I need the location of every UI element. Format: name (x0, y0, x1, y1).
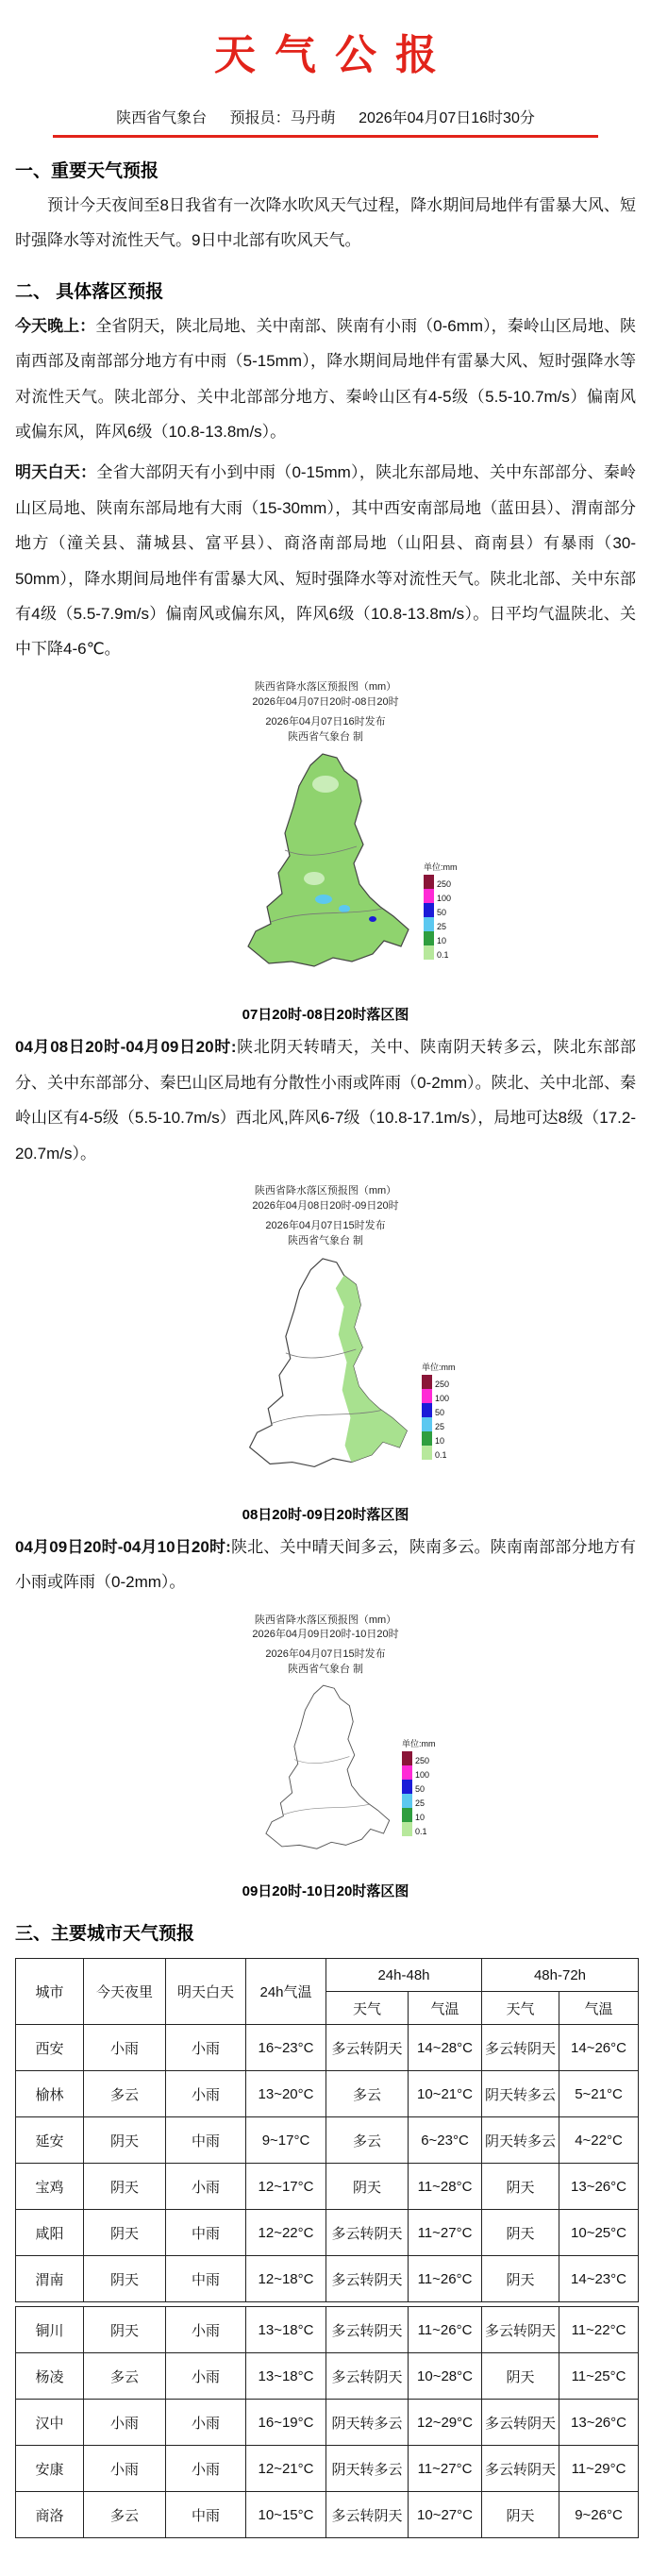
legend-color-swatch (402, 1751, 412, 1765)
table-row (16, 2071, 639, 2117)
legend-unit-label: 单位:mm (424, 862, 458, 873)
forecast-cell: 16~19°C (246, 2400, 326, 2446)
map2-header (123, 1184, 528, 1249)
map2-title: 陕西省降水落区预报图（mm） (254, 1185, 397, 1196)
forecast-day2 (15, 1029, 636, 1171)
page-title: 天气公报 (214, 32, 456, 78)
forecast-cell: 13~26°C (559, 2400, 639, 2446)
forecast-cell: 多云转阴天 (326, 2025, 409, 2071)
forecast-cell: 多云转阴天 (482, 2025, 559, 2071)
forecast-cell: 中雨 (166, 2256, 246, 2302)
forecast-tomorrow-text: 全省大部阴天有小到中雨（0-15mm），陕北东部局地、关中东部部分、秦岭山区局地、陕南东部局地有大雨（15-30mm），其中西安南部局地（蓝田县）、渭南部分地方（潼关县、蒲城县、富平县）、商洛南部局地（山阳县、商南县）有暴雨（30-50mm），降水期间局地伴有雷暴大风、短时强降水等对流性天气。陕北北部、关中东部有4级（5.5-7.9m/s）偏南风或偏东风，阵风6级（10.8-13.8m/s）。日平均气温陕北、关中下降4-6℃。 (15, 463, 636, 659)
forecast-cell: 10~21°C (409, 2071, 482, 2117)
forecast-cell: 16~23°C (246, 2025, 326, 2071)
forecast-cell: 多云转阴天 (326, 2210, 409, 2256)
city-forecast-table-continued (15, 2306, 639, 2538)
legend-value-label: 25 (435, 1421, 445, 1431)
legend-color-swatch (402, 1822, 412, 1836)
legend-color-swatch (402, 1765, 412, 1780)
forecast-cell: 小雨 (84, 2025, 166, 2071)
city-name-cell: 渭南 (16, 2256, 84, 2302)
forecast-cell: 小雨 (84, 2446, 166, 2492)
legend-value-label: 0.1 (435, 1449, 447, 1460)
forecast-tomorrow (15, 455, 636, 666)
precip-map-block-2 (123, 1184, 528, 1524)
forecast-day3-label: 04月09日20时-04月10日20时: (15, 1537, 231, 1556)
forecast-tonight-text: 全省阴天，陕北局地、关中南部、陕南有小雨（0-6mm），秦岭山区局地、陕南西部及南部部分地方有中雨（5-15mm），降水期间局地伴有雷暴大风、短时强降水等对流性天气。陕北部分、关中北部部分地方、秦岭山区有4-5级（5.5-10.7m/s）偏南风或偏东风，阵风6级（10.8-13.8m/s）。 (15, 316, 636, 441)
legend-entry (424, 945, 473, 960)
legend-value-label: 10 (437, 936, 447, 946)
legend-entry (402, 1794, 451, 1808)
table-row (16, 2117, 639, 2164)
forecast-cell: 多云转阴天 (326, 2353, 409, 2400)
forecast-cell: 多云转阴天 (482, 2446, 559, 2492)
forecast-cell: 中雨 (166, 2210, 246, 2256)
forecast-cell: 10~27°C (409, 2492, 482, 2538)
legend-value-label: 100 (437, 894, 452, 904)
table-row (16, 2492, 639, 2538)
legend-value-label: 100 (435, 1393, 450, 1403)
shaanxi-precip-map-2 (233, 1251, 418, 1492)
forecast-cell: 中雨 (166, 2492, 246, 2538)
shaanxi-precip-map-3 (253, 1680, 398, 1868)
map2-producer: 陕西省气象台 制 (287, 1234, 364, 1246)
legend-entry (422, 1417, 471, 1431)
col-header-city: 城市 (16, 1959, 84, 2025)
legend-value-label: 250 (437, 879, 452, 890)
shaanxi-precip-map-1 (231, 746, 420, 992)
map3-header (123, 1614, 528, 1679)
legend-color-swatch (422, 1417, 432, 1431)
section1-heading: 一、重要天气预报 (15, 161, 159, 181)
forecast-cell: 14~26°C (559, 2025, 639, 2071)
forecast-tonight-label: 今天晚上： (15, 316, 96, 335)
meta-datetime: 2026年04月07日16时30分 (359, 110, 535, 126)
forecast-cell: 阴天 (482, 2164, 559, 2210)
forecast-cell: 11~25°C (559, 2353, 639, 2400)
legend-entry (402, 1751, 451, 1765)
legend-color-swatch (402, 1794, 412, 1808)
forecast-cell: 阴天 (84, 2164, 166, 2210)
map2-issued: 2026年04月07日15时发布 (265, 1219, 386, 1231)
forecast-cell: 12~21°C (246, 2446, 326, 2492)
forecast-cell: 14~28°C (409, 2025, 482, 2071)
legend-value-label: 250 (415, 1756, 430, 1766)
precip-legend-3 (402, 1737, 451, 1836)
forecast-cell: 小雨 (166, 2446, 246, 2492)
map3-caption: 09日20时-10日20时落区图 (242, 1883, 409, 1900)
forecast-cell: 多云 (84, 2071, 166, 2117)
forecast-cell: 小雨 (166, 2164, 246, 2210)
legend-entry (402, 1808, 451, 1822)
forecast-cell: 阴天转多云 (326, 2446, 409, 2492)
forecast-day3-text: 陕北、关中晴天间多云，陕南多云。陕南南部部分地方有小雨或阵雨（0-2mm）。 (15, 1537, 636, 1592)
city-name-cell: 安康 (16, 2446, 84, 2492)
legend-entry (422, 1375, 471, 1389)
legend-entry (422, 1403, 471, 1417)
legend-value-label: 0.1 (415, 1827, 427, 1837)
forecast-cell: 多云 (326, 2117, 409, 2164)
legend-entry (424, 903, 473, 917)
forecast-cell: 阴天 (482, 2256, 559, 2302)
legend-color-swatch (422, 1431, 432, 1446)
legend-value-label: 50 (435, 1407, 445, 1417)
section1-paragraph: 预计今天夜间至8日我省有一次降水吹风天气过程，降水期间局地伴有雷暴大风、短时强降水等对流性天气。9日中北部有吹风天气。 (15, 196, 636, 250)
legend-value-label: 100 (415, 1770, 430, 1781)
forecast-cell: 小雨 (166, 2400, 246, 2446)
forecast-cell: 阴天 (84, 2117, 166, 2164)
forecast-cell: 多云转阴天 (326, 2307, 409, 2353)
precip-map-block-3 (123, 1614, 528, 1901)
bulletin-meta (53, 106, 598, 138)
meta-office: 陕西省气象台 (116, 110, 208, 126)
legend-entry (402, 1780, 451, 1794)
legend-entry (422, 1431, 471, 1446)
forecast-cell: 11~27°C (409, 2446, 482, 2492)
table-row (16, 2307, 639, 2353)
forecast-cell: 多云转阴天 (326, 2256, 409, 2302)
legend-color-swatch (424, 917, 434, 931)
forecast-cell: 10~15°C (246, 2492, 326, 2538)
legend-color-swatch (422, 1389, 432, 1403)
precip-legend-2 (422, 1361, 471, 1460)
forecast-cell: 阴天转多云 (482, 2117, 559, 2164)
legend-entry (424, 931, 473, 945)
map3-title: 陕西省降水落区预报图（mm） (254, 1614, 397, 1626)
legend-value-label: 50 (437, 908, 447, 918)
col-header-tomorrow: 明天白天 (166, 1959, 246, 2025)
forecast-cell: 中雨 (166, 2117, 246, 2164)
forecast-cell: 13~20°C (246, 2071, 326, 2117)
col-header-weather-1: 天气 (326, 1992, 409, 2025)
city-name-cell: 杨凌 (16, 2353, 84, 2400)
legend-unit-label: 单位:mm (402, 1739, 436, 1749)
forecast-day3 (15, 1530, 636, 1600)
map1-producer: 陕西省气象台 制 (287, 730, 364, 743)
legend-entry (402, 1822, 451, 1836)
table-row (16, 2400, 639, 2446)
forecast-cell: 11~26°C (409, 2307, 482, 2353)
section2-heading: 二、 具体落区预报 (15, 281, 164, 302)
legend-value-label: 25 (415, 1798, 426, 1809)
forecast-cell: 阴天 (482, 2492, 559, 2538)
forecast-cell: 11~29°C (559, 2446, 639, 2492)
forecast-cell: 5~21°C (559, 2071, 639, 2117)
legend-color-swatch (422, 1403, 432, 1417)
forecast-cell: 阴天 (84, 2256, 166, 2302)
forecast-cell: 12~18°C (246, 2256, 326, 2302)
map2-caption: 08日20时-09日20时落区图 (242, 1506, 409, 1523)
map3-issued: 2026年04月07日15时发布 (265, 1648, 386, 1661)
forecast-cell: 13~18°C (246, 2307, 326, 2353)
table-row (16, 2256, 639, 2302)
legend-color-swatch (424, 903, 434, 917)
legend-entry (422, 1389, 471, 1403)
forecast-cell: 11~26°C (409, 2256, 482, 2302)
forecast-cell: 11~27°C (409, 2210, 482, 2256)
forecast-cell: 小雨 (166, 2025, 246, 2071)
table-row (16, 2353, 639, 2400)
col-header-48h-72h: 48h-72h (482, 1959, 639, 1992)
forecast-cell: 9~26°C (559, 2492, 639, 2538)
forecast-cell: 多云转阴天 (326, 2492, 409, 2538)
legend-value-label: 50 (415, 1784, 426, 1795)
col-header-tonight: 今天夜里 (84, 1959, 166, 2025)
legend-color-swatch (424, 889, 434, 903)
forecast-cell: 13~26°C (559, 2164, 639, 2210)
legend-color-swatch (422, 1375, 432, 1389)
legend-value-label: 250 (435, 1379, 450, 1389)
precip-legend-1 (424, 861, 473, 960)
col-header-temp24: 24h气温 (246, 1959, 326, 2025)
forecast-cell: 10~28°C (409, 2353, 482, 2400)
table-row (16, 2025, 639, 2071)
legend-color-swatch (424, 875, 434, 889)
map2-period: 2026年04月08日20时-09日20时 (252, 1199, 399, 1212)
forecast-cell: 14~23°C (559, 2256, 639, 2302)
forecast-cell: 11~22°C (559, 2307, 639, 2353)
forecast-cell: 阴天转多云 (326, 2400, 409, 2446)
forecast-cell: 小雨 (166, 2307, 246, 2353)
forecast-cell: 阴天 (84, 2307, 166, 2353)
city-forecast-table (15, 1958, 639, 2302)
forecast-cell: 多云 (84, 2492, 166, 2538)
legend-entry (424, 875, 473, 889)
city-name-cell: 延安 (16, 2117, 84, 2164)
forecast-cell: 13~18°C (246, 2353, 326, 2400)
col-header-weather-2: 天气 (482, 1992, 559, 2025)
legend-value-label: 0.1 (437, 950, 449, 961)
forecast-cell: 6~23°C (409, 2117, 482, 2164)
forecast-cell: 多云转阴天 (482, 2400, 559, 2446)
legend-value-label: 25 (437, 922, 447, 932)
map3-producer: 陕西省气象台 制 (287, 1664, 364, 1676)
city-name-cell: 铜川 (16, 2307, 84, 2353)
city-name-cell: 汉中 (16, 2400, 84, 2446)
forecast-cell: 12~22°C (246, 2210, 326, 2256)
precip-map-block-1 (123, 680, 528, 1025)
forecast-cell: 多云 (326, 2071, 409, 2117)
legend-entry (402, 1765, 451, 1780)
legend-unit-label: 单位:mm (422, 1362, 456, 1372)
map1-caption: 07日20时-08日20时落区图 (242, 1007, 409, 1024)
forecast-cell: 12~29°C (409, 2400, 482, 2446)
city-name-cell: 咸阳 (16, 2210, 84, 2256)
meta-forecaster: 预报员：马丹萌 (229, 110, 336, 126)
map1-title: 陕西省降水落区预报图（mm） (254, 680, 397, 693)
map1-period: 2026年04月07日20时-08日20时 (252, 695, 399, 708)
legend-color-swatch (402, 1780, 412, 1794)
city-name-cell: 榆林 (16, 2071, 84, 2117)
forecast-cell: 12~17°C (246, 2164, 326, 2210)
forecast-day2-text: 陕北阴天转晴天，关中、陕南阴天转多云，陕北东部部分、关中东部部分、秦巴山区局地有分散性小雨或阵雨（0-2mm）。陕北、关中北部、秦岭山区有4-5级（5.5-10.7m/s）西北风,阵风6-7级（10.8-17.1m/s），局地可达8级（17.2-20.7m/s）。 (15, 1038, 637, 1163)
col-header-temp-1: 气温 (409, 1992, 482, 2025)
legend-entry (424, 889, 473, 903)
forecast-cell: 4~22°C (559, 2117, 639, 2164)
col-header-24h-48h: 24h-48h (326, 1959, 482, 1992)
legend-entry (424, 917, 473, 931)
city-name-cell: 商洛 (16, 2492, 84, 2538)
map3-period: 2026年04月09日20时-10日20时 (252, 1629, 399, 1641)
forecast-cell: 9~17°C (246, 2117, 326, 2164)
legend-color-swatch (424, 931, 434, 945)
table-row (16, 2446, 639, 2492)
city-name-cell: 宝鸡 (16, 2164, 84, 2210)
forecast-tomorrow-label: 明天白天： (15, 463, 97, 482)
forecast-cell: 阴天 (482, 2210, 559, 2256)
table-row (16, 2164, 639, 2210)
forecast-cell: 多云 (84, 2353, 166, 2400)
legend-color-swatch (402, 1808, 412, 1822)
legend-value-label: 10 (435, 1435, 445, 1446)
col-header-temp-2: 气温 (559, 1992, 639, 2025)
forecast-cell: 阴天 (482, 2353, 559, 2400)
forecast-cell: 小雨 (166, 2071, 246, 2117)
map1-header (123, 680, 528, 745)
forecast-cell: 10~25°C (559, 2210, 639, 2256)
forecast-cell: 阴天转多云 (482, 2071, 559, 2117)
forecast-cell: 阴天 (84, 2210, 166, 2256)
city-name-cell: 西安 (16, 2025, 84, 2071)
legend-color-swatch (422, 1446, 432, 1460)
forecast-cell: 小雨 (166, 2353, 246, 2400)
forecast-cell: 小雨 (84, 2400, 166, 2446)
legend-value-label: 10 (415, 1813, 426, 1823)
legend-entry (422, 1446, 471, 1460)
legend-color-swatch (424, 945, 434, 960)
table-row (16, 2210, 639, 2256)
forecast-day2-label: 04月08日20时-04月09日20时: (15, 1038, 237, 1057)
forecast-cell: 阴天 (326, 2164, 409, 2210)
map1-issued: 2026年04月07日16时发布 (265, 715, 386, 728)
forecast-tonight (15, 309, 636, 450)
forecast-cell: 多云转阴天 (482, 2307, 559, 2353)
section3-heading: 三、主要城市天气预报 (15, 1924, 195, 1945)
forecast-cell: 11~28°C (409, 2164, 482, 2210)
